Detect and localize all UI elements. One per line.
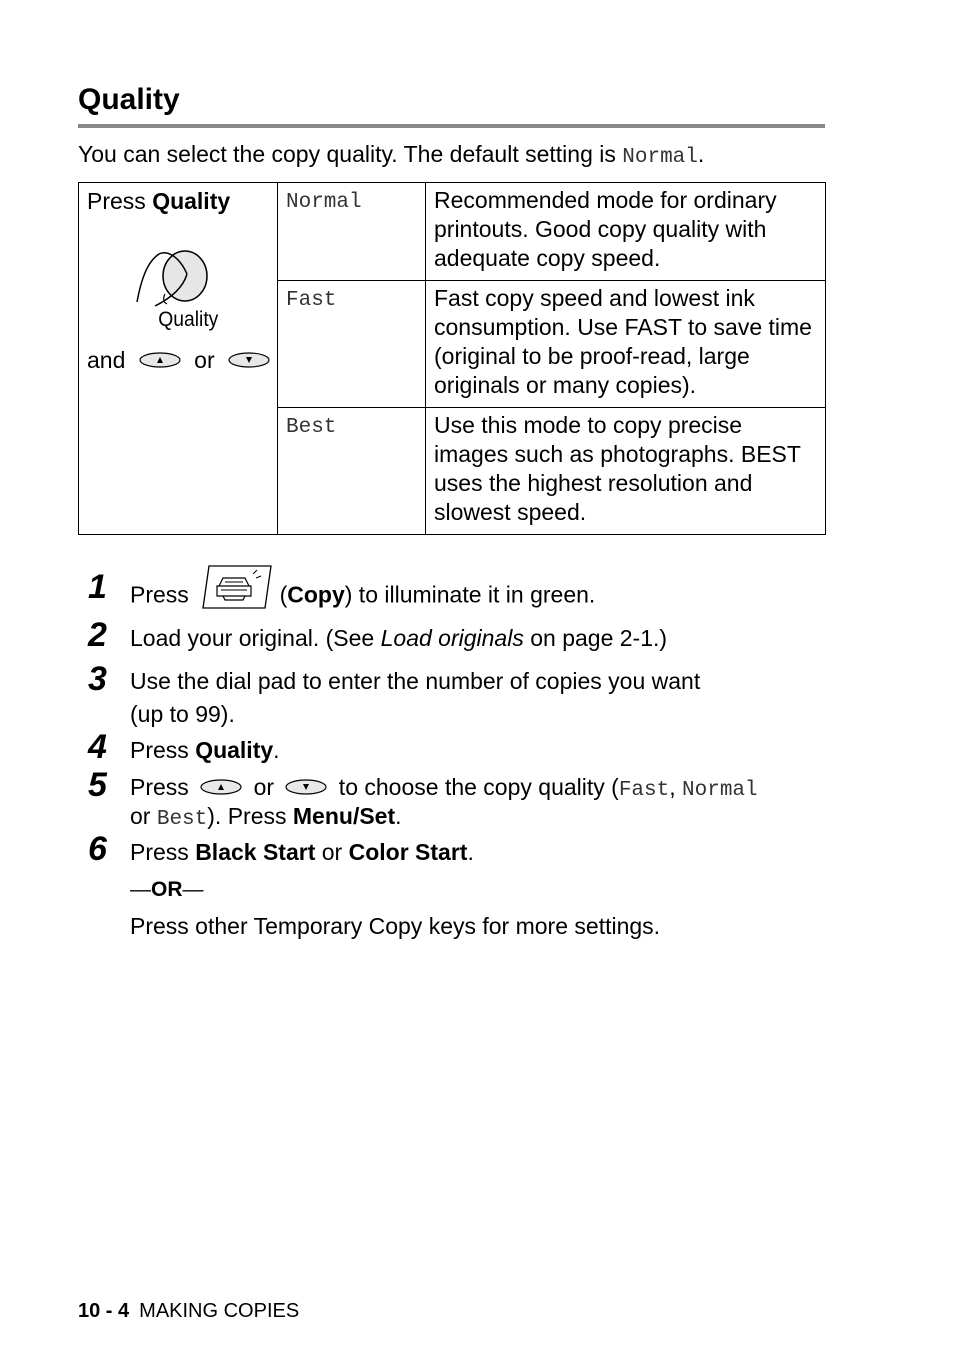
menu-set-key-name: Menu/Set	[292, 803, 396, 829]
down-arrow-key-icon	[227, 347, 271, 376]
and-or-line	[87, 346, 271, 376]
step-number: 2	[88, 616, 107, 654]
mode-description-normal: Recommended mode for ordinary printouts. Good copy quality with adequate copy speed.	[426, 183, 826, 281]
step-5-line-2: or Best). Press Menu/Set.	[130, 803, 402, 831]
intro-default-setting: Normal	[622, 146, 698, 169]
down-arrow-key-icon	[284, 774, 328, 803]
intro-paragraph	[78, 140, 704, 172]
step-number: 4	[88, 728, 107, 766]
mode-description-best: Use this mode to copy precise images such as photographs. BEST uses the highest resolution and slowest speed.	[426, 408, 826, 535]
copy-key-name: Copy	[287, 581, 345, 608]
title-rule	[78, 124, 825, 128]
quality-button-label: Quality	[158, 308, 219, 332]
quality-key-name: Quality	[152, 188, 231, 214]
page-number: 10 - 4	[78, 1300, 130, 1322]
finger-pressing-button-icon	[127, 244, 237, 334]
step-3-line-1: Use the dial pad to enter the number of copies you want	[130, 668, 701, 694]
step-2-text: Load your original. (See Load originals on page 2-1.)	[130, 625, 668, 651]
step-1-text: Press (Copy) to illuminate it in green.	[130, 576, 595, 617]
mode-name-normal: Normal	[278, 183, 426, 281]
step-6-text: Press Black Start or Color Start.	[130, 839, 474, 865]
quality-key-name: Quality	[195, 737, 274, 763]
mode-name-fast: Fast	[278, 281, 426, 408]
option-fast: Fast	[618, 779, 670, 802]
mode-description-fast: Fast copy speed and lowest ink consumption. Use FAST to save time (original to be proof-read, large originals or many copies).	[426, 281, 826, 408]
step-4-text: Press Quality.	[130, 737, 280, 763]
mode-name-best: Best	[278, 408, 426, 535]
step-number: 3	[88, 660, 107, 698]
step-5-line-1: Press or to choose the copy quality (Fast, Normal	[130, 774, 758, 802]
or-word: or	[194, 347, 215, 373]
up-arrow-key-icon	[199, 774, 243, 803]
or-separator: —OR—	[130, 878, 204, 901]
step-number: 6	[88, 830, 107, 868]
option-normal: Normal	[682, 779, 758, 802]
color-start-key-name: Color Start	[348, 839, 468, 865]
quality-button-illustration	[127, 244, 237, 341]
up-arrow-key-icon	[138, 347, 182, 376]
intro-period: .	[697, 141, 705, 167]
intro-text: You can select the copy quality. The default setting is	[78, 141, 623, 167]
section-title: Quality	[78, 83, 180, 116]
load-originals-reference: Load originals	[380, 625, 524, 651]
step-number: 5	[88, 766, 107, 804]
page-footer	[78, 1300, 299, 1323]
press-quality-cell	[79, 183, 278, 535]
step-6-alternative: Press other Temporary Copy keys for more settings.	[130, 913, 661, 939]
chapter-name: MAKING COPIES	[139, 1300, 300, 1322]
quality-mode-table	[78, 182, 826, 535]
press-quality-label: Press Quality	[87, 188, 231, 214]
step-number: 1	[88, 568, 107, 606]
and-word: and	[87, 347, 126, 373]
option-best: Best	[156, 808, 208, 831]
black-start-key-name: Black Start	[195, 839, 316, 865]
copy-key-icon	[201, 564, 273, 617]
step-3-line-2: (up to 99).	[130, 701, 235, 727]
